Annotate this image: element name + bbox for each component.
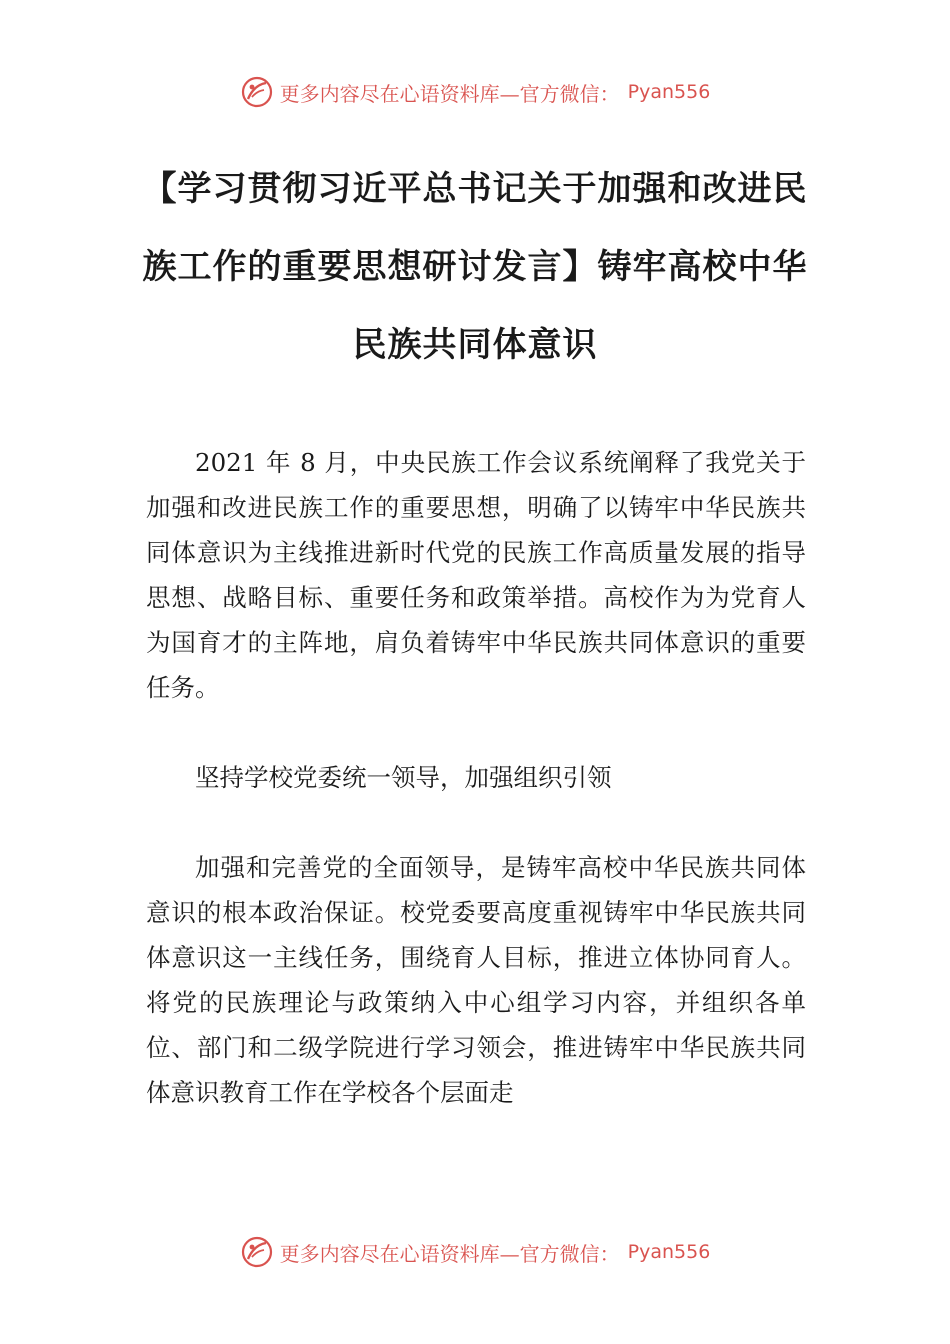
intro-paragraph: 2021 年 8 月，中央民族工作会议系统阐释了我党关于加强和改进民族工作的重要思想，明确了以铸牢中华民族共同体意识为主线推进新时代党的民族工作高质量发展的指导思想、战略目标、重要任务和政策举措。高校作为为党育人为国育才的主阵地，肩负着铸牢中华民族共同体意识的重要任务。 <box>146 448 806 702</box>
wechat-id: Pyan556 <box>627 81 711 103</box>
library-logo-icon <box>240 1235 274 1269</box>
footer-watermark-banner <box>0 1232 950 1272</box>
banner-text: 更多内容尽在心语资料库—官方微信： <box>279 81 620 106</box>
wechat-id: Pyan556 <box>627 1241 711 1263</box>
body-paragraph: 加强和完善党的全面领导，是铸牢高校中华民族共同体意识的根本政治保证。校党委要高度重视铸牢中华民族共同体意识这一主线任务，围绕育人目标，推进立体协同育人。将党的民族理论与政策纳入中心组学习内容，并组织各单位、部门和二级学院进行学习领会，推进铸牢中华民族共同体意识教育工作在学校各个层面走 <box>146 853 806 1107</box>
banner-text: 更多内容尽在心语资料库—官方微信： <box>279 1241 620 1266</box>
document-body <box>146 440 806 1115</box>
section-heading: 坚持学校党委统一领导，加强组织引领 <box>195 763 612 792</box>
document-title: 【学习贯彻习近平总书记关于加强和改进民族工作的重要思想研讨发言】铸牢高校中华民族共同体意识 <box>142 169 808 365</box>
header-watermark-banner <box>0 72 950 112</box>
library-logo-icon <box>240 75 274 109</box>
